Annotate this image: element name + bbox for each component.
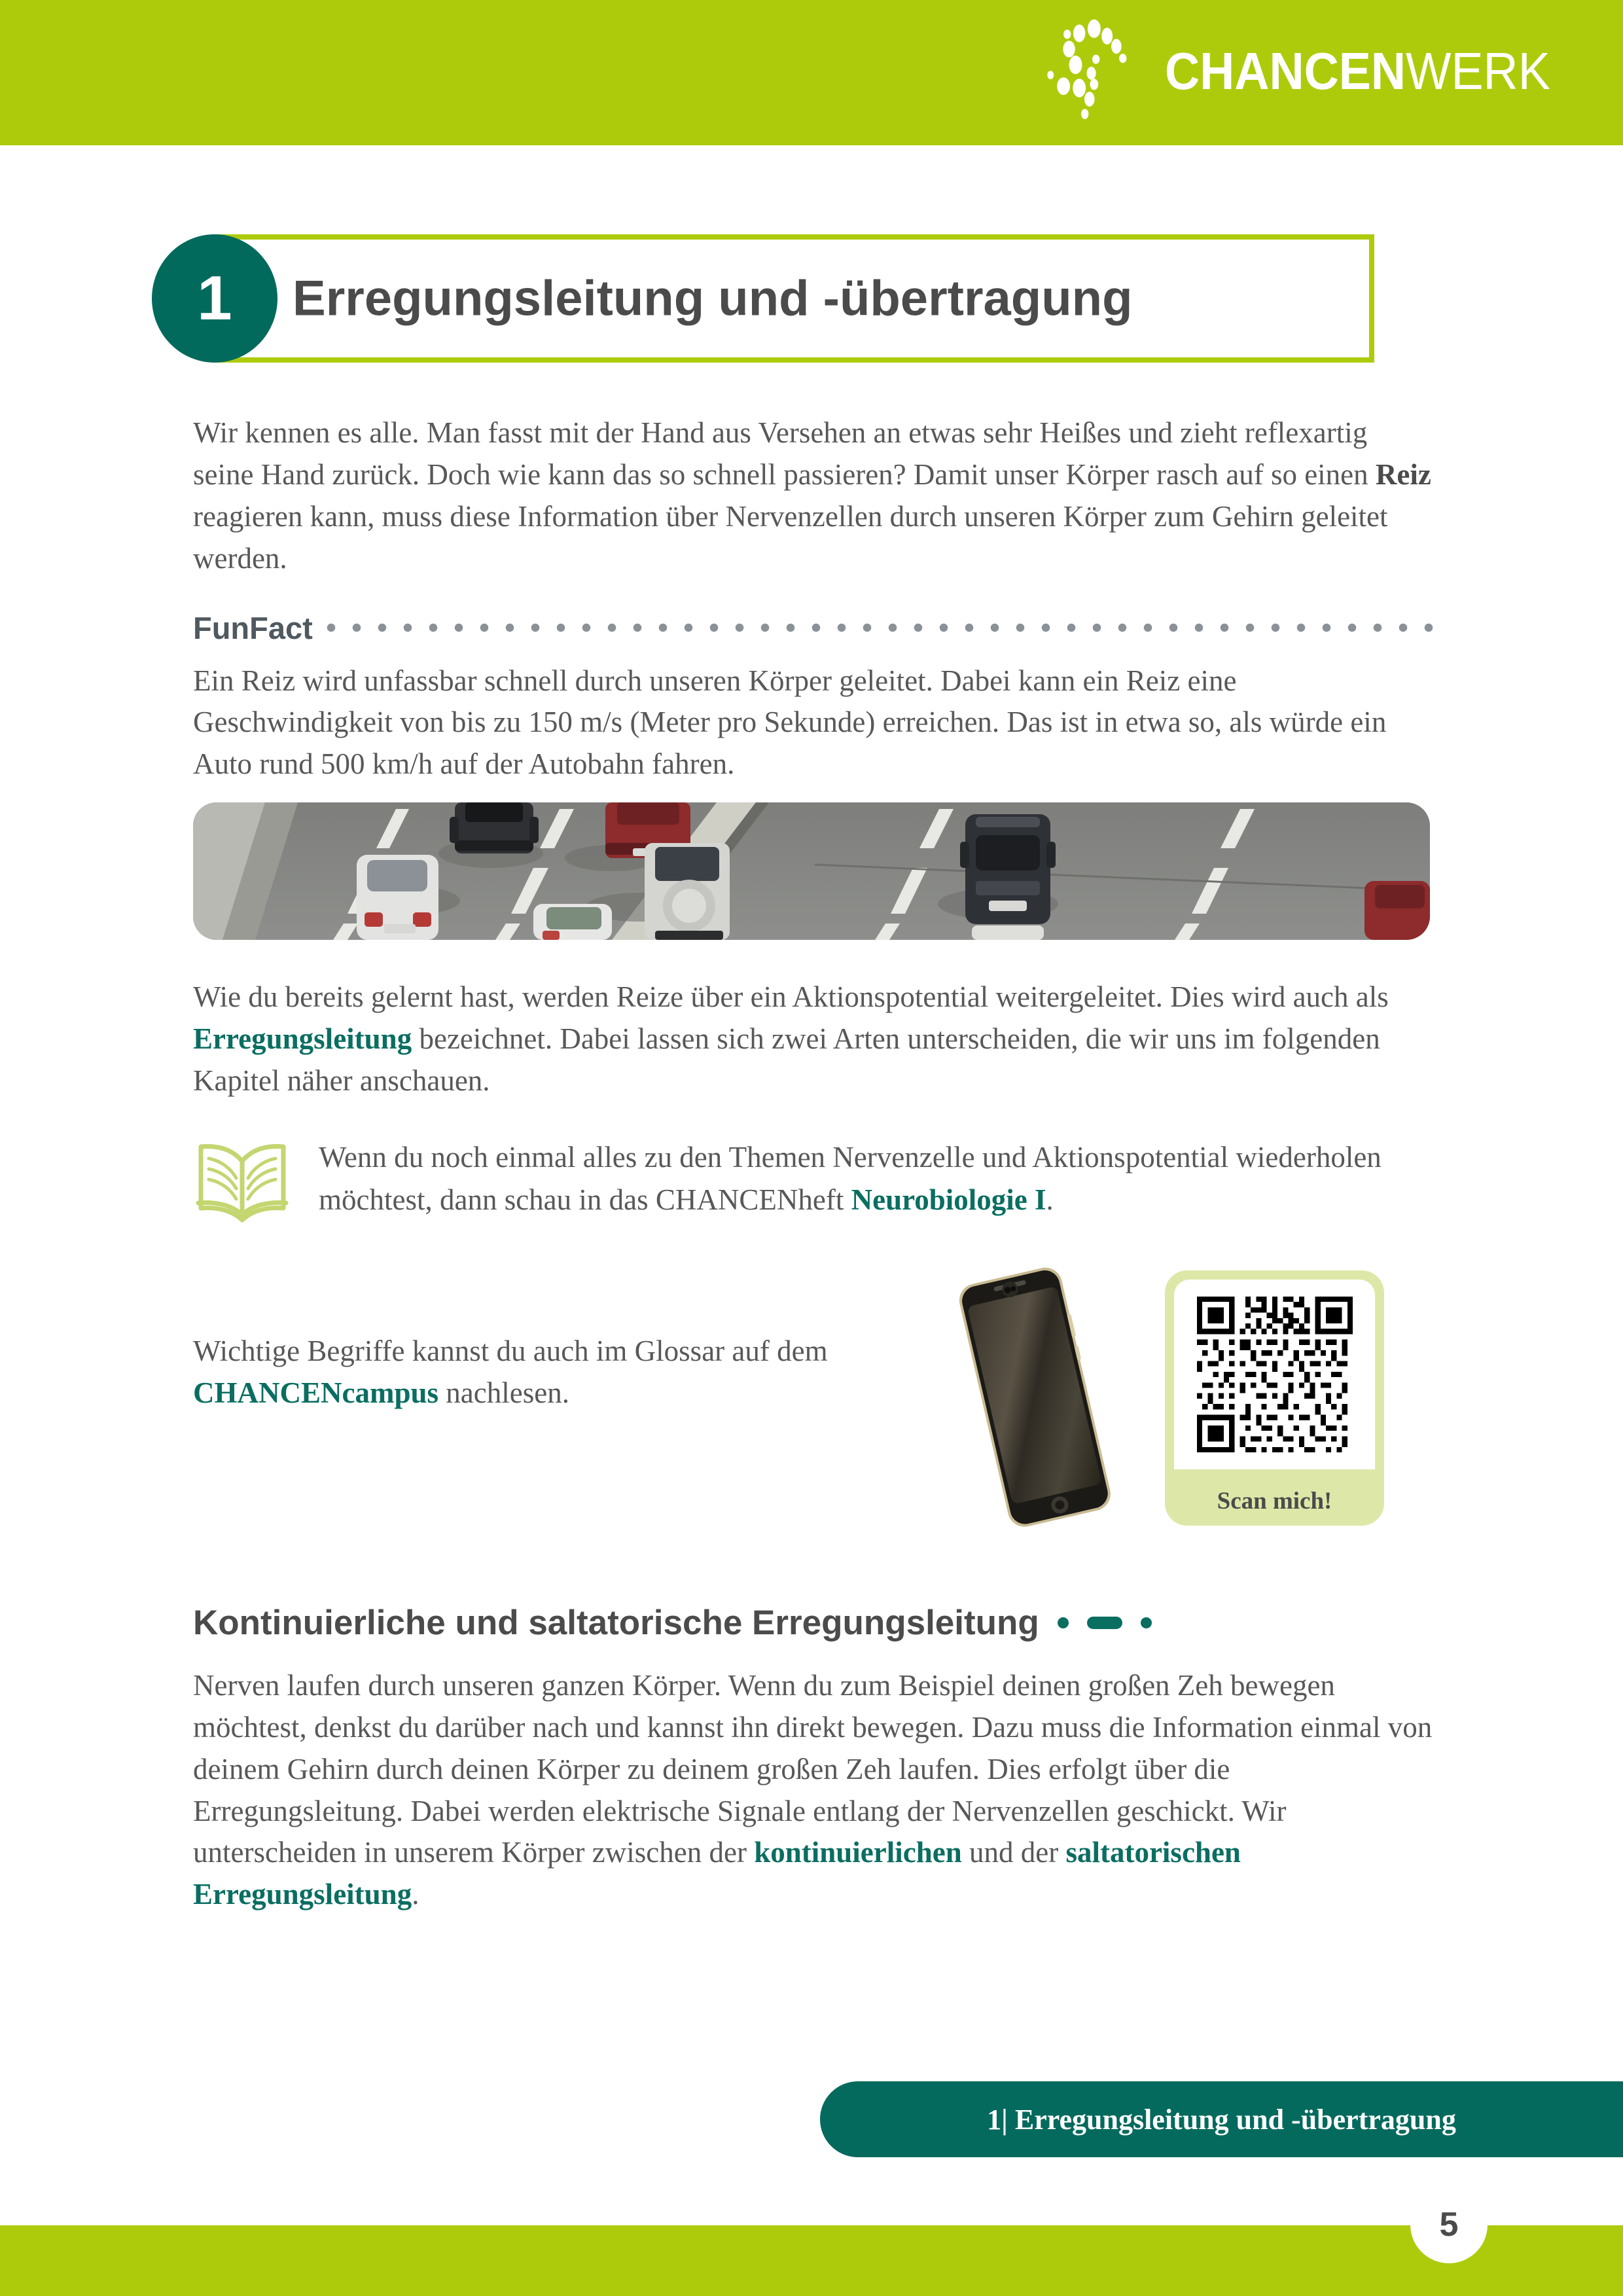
qr-section <box>193 1265 1433 1540</box>
chancenwerk-logo <box>1037 16 1584 127</box>
book-note-text <box>319 1132 1433 1222</box>
glossar-text-1: Wichtige Begriffe kannst du auch im Glossar auf dem <box>193 1334 828 1367</box>
glossar-text <box>193 1331 887 1414</box>
main-content <box>193 412 1433 1946</box>
autobahn-illustration <box>193 802 1430 940</box>
book-text-2: . <box>1046 1183 1054 1217</box>
chapter-number-badge: 1 <box>152 234 277 363</box>
section-heading-row <box>193 1603 1433 1643</box>
open-book-icon <box>193 1132 291 1226</box>
section-heading: Kontinuierliche und saltatorische Erregungsleitung <box>193 1603 1039 1642</box>
book-term-neurobiologie: Neurobiologie I <box>851 1183 1046 1217</box>
sec-text-2: und der <box>961 1836 1066 1869</box>
qr-caption: Scan mich! <box>1217 1487 1332 1515</box>
logo-word-chancen: CHANCEN <box>1165 42 1406 100</box>
page-number: 5 <box>1439 2206 1459 2244</box>
open-book-glyph <box>193 1138 291 1226</box>
p2-text-1: Wie du bereits gelernt hast, werden Reize über ein Aktionspotential weitergeleitet. Dies wird auch als <box>193 980 1389 1014</box>
chapter-title-block <box>152 234 1374 363</box>
autobahn-photo <box>193 802 1430 940</box>
funfact-paragraph: Ein Reiz wird unfassbar schnell durch unseren Körper geleitet. Dabei kann ein Reiz eine Geschwindigkeit von bis zu 150 m/s (Meter pro Sekunde) erreichen. Das ist in etwa so, als würde ein Auto rund 500 km/h auf der Autobahn fahren. <box>193 664 1387 781</box>
page-title: Erregungsleitung und -übertragung <box>293 270 1133 327</box>
page-footer-bar <box>0 2225 1623 2296</box>
heading-dot-left-icon <box>1058 1617 1069 1628</box>
page-header-bar <box>0 0 1623 145</box>
sec-term-kontinuierlichen: kontinuierlichen <box>754 1836 962 1869</box>
footer-chapter-tab <box>820 2081 1623 2157</box>
paragraph-erregungsleitung <box>193 977 1433 1102</box>
smartphone-glyph <box>952 1265 1116 1527</box>
sec-text-3: . <box>412 1878 419 1911</box>
book-text-1: Wenn du noch einmal alles zu den Themen Nervenzelle und Aktionspotential wiederholen möchtest, dann schau in das CHANCENheft <box>319 1140 1382 1217</box>
funfact-dotted-rule <box>326 622 1433 633</box>
p2-term-erregungsleitung: Erregungsleitung <box>193 1022 412 1056</box>
smartphone-illustration <box>952 1265 1116 1527</box>
heading-dot-right-icon <box>1141 1617 1152 1628</box>
footer-chapter-label: 1| Erregungsleitung und -übertragung <box>987 2103 1456 2136</box>
sec-text-1: Nerven laufen durch unseren ganzen Körper. Wenn du zum Beispiel deinen großen Zeh bewegen möchtest, denkst du darüber nach und kannst ihn direkt bewegen. Dazu muss die Information einmal von deinem Gehirn durch deinen Körper zu deinem großen Zeh laufen. Dies erfolgt über die Erregungsleitung. Dabei werden elektrische Signale entlang der Nervenzellen geschickt. Wir unterscheiden in unserem Körper zwischen der <box>193 1668 1433 1869</box>
intro-bold-reiz: Reiz <box>1375 457 1431 491</box>
logo-wordmark <box>1165 42 1550 100</box>
logo-dots-icon <box>1037 16 1148 127</box>
funfact-header <box>193 610 1433 646</box>
glossar-term-chancencampus: CHANCENcampus <box>193 1376 439 1409</box>
qr-code-card[interactable] <box>1165 1270 1384 1526</box>
intro-paragraph <box>193 412 1433 580</box>
heading-dash-icon <box>1087 1617 1122 1629</box>
logo-word-werk: WERK <box>1406 42 1550 100</box>
sec-term-saltatorischen: saltatorischen Erregungsleitung <box>193 1836 1241 1911</box>
book-note-block <box>193 1132 1433 1226</box>
glossar-text-2: nachlesen. <box>438 1376 569 1409</box>
p2-text-2: bezeichnet. Dabei lassen sich zwei Arten unterscheiden, die wir uns im folgenden Kapitel näher anschauen. <box>193 1022 1380 1098</box>
intro-text-1: Wir kennen es alle. Man fasst mit der Hand aus Versehen an etwas sehr Heißes und zieht reflexartig seine Hand zurück. Doch wie kann das so schnell passieren? Damit unser Körper rasch auf so einen <box>193 416 1376 491</box>
qr-code-glyph[interactable] <box>1197 1297 1353 1452</box>
intro-text-2: reagieren kann, muss diese Information über Nervenzellen durch unseren Körper zum Gehirn geleitet werden. <box>193 499 1388 575</box>
funfact-label: FunFact <box>193 610 313 645</box>
page-number-badge <box>1410 2186 1488 2263</box>
section-paragraph <box>193 1665 1433 1916</box>
qr-code-image[interactable] <box>1174 1280 1375 1469</box>
